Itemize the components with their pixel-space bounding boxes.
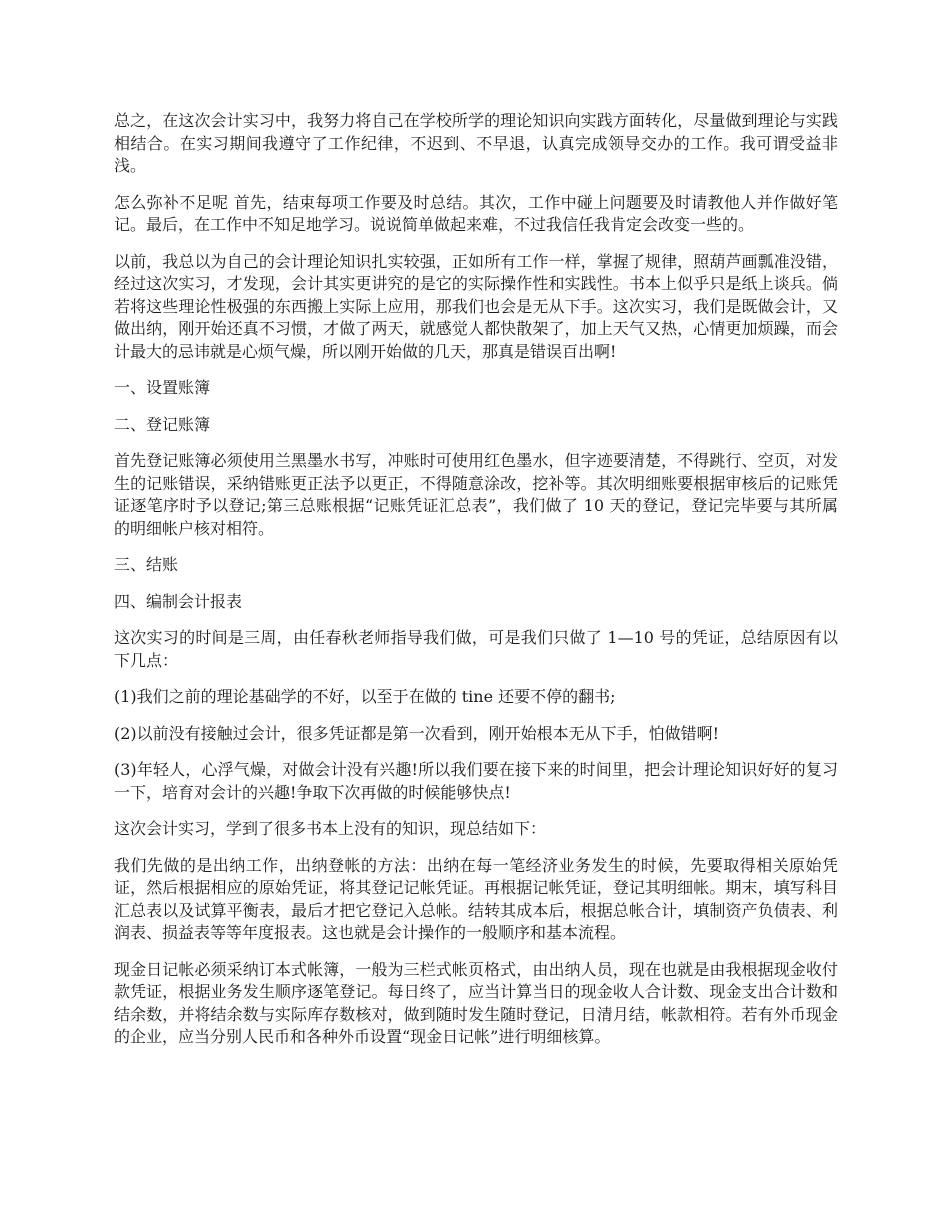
paragraph-record-rules: 首先登记账簿必须使用兰黑墨水书写，冲账时可使用红色墨水，但字迹要清楚，不得跳行、空页，对发生的记账错误，采纳错账更正法予以更正，不得随意涂改，挖补等。其次明细账要根据审核后的记账凭证逐笔序时予以登记;第三总账根据“记账凭证汇总表”，我们做了 10 天的登记，登记完毕要与其所属的明细帐户核对相符。 <box>114 451 838 538</box>
paragraph-reflection: 以前，我总以为自己的会计理论知识扎实较强，正如所有工作一样，掌握了规律，照葫芦画瓢准没错，经过这次实习，才发现，会计其实更讲究的是它的实际操作性和实践性。书本上似乎只是纸上谈兵。倘若将这些理论性极强的东西搬上实际上应用，那我们也会是无从下手。这次实习，我们是既做会计，又做出纳，刚开始还真不习惯，才做了两天，就感觉人都快散架了，加上天气又热，心情更加烦躁，而会计最大的忌讳就是心烦气燥，所以刚开始做的几天，那真是错误百出啊! <box>114 251 838 361</box>
heading-reports: 四、编制会计报表 <box>114 591 243 611</box>
heading-set-up-books: 一、设置账簿 <box>114 378 211 397</box>
paragraph-cash-journal: 现金日记帐必须采纳订本式帐簿，一般为三栏式帐页格式，由出纳人员，现在也就是由我根据现金收付款凭证，根据业务发生顺序逐笔登记。每日终了，应当计算当日的现金收人合计数、现金支出合计数和结余数，并将结余数与实际库存数核对，做到随时发生随时登记，日清月结，帐款相符。若有外币现金的企业，应当分别人民币和各种外币设置“现金日记帐”进行明细核算。 <box>114 959 838 1046</box>
paragraph-lessons-intro: 这次会计实习，学到了很多书本上没有的知识，现总结如下： <box>114 819 547 838</box>
document-body <box>114 110 838 1063</box>
list-item-reason-1: (1)我们之前的理论基础学的不好，以至于在做的 tine 还要不停的翻书; <box>114 687 616 706</box>
paragraph-improvement: 怎么弥补不足呢 首先，结束每项工作要及时总结。其次，工作中碰上问题要及时请教他人并作做好笔记。最后，在工作中不知足地学习。说说简单做起来难，不过我信任我肯定会改变一些的。 <box>114 192 838 234</box>
heading-record-books: 二、登记账簿 <box>114 414 211 434</box>
paragraph-summary: 总之，在这次会计实习中，我努力将自己在学校所学的理论知识向实践方面转化，尽量做到理论与实践相结合。在实习期间我遵守了工作纪律，不迟到、不早退，认真完成领导交办的工作。我可谓受益非浅。 <box>114 111 838 175</box>
paragraph-internship-period: 这次实习的时间是三周，由任春秋老师指导我们做，可是我们只做了 1—10 号的凭证，总结原因有以下几点： <box>114 628 838 670</box>
heading-closing: 三、结账 <box>114 555 179 574</box>
list-item-reason-3: (3)年轻人，心浮气燥，对做会计没有兴趣!所以我们要在接下来的时间里，把会计理论知识好好的复习一下，培育对会计的兴趣!争取下次再做的时候能够快点! <box>114 760 838 802</box>
list-item-reason-2: (2)以前没有接触过会计，很多凭证都是第一次看到，刚开始根本无从下手，怕做错啊! <box>114 723 720 743</box>
paragraph-cashier-work: 我们先做的是出纳工作，出纳登帐的方法：出纳在每一笔经济业务发生的时候，先要取得相关原始凭证，然后根据相应的原始凭证，将其登记记帐凭证。再根据记帐凭证，登记其明细帐。期末，填写科目汇总表以及试算平衡表，最后才把它登记入总帐。结转其成本后，根据总帐合计，填制资产负债表、利润表、损益表等等年度报表。这也就是会计操作的一般顺序和基本流程。 <box>114 855 838 942</box>
